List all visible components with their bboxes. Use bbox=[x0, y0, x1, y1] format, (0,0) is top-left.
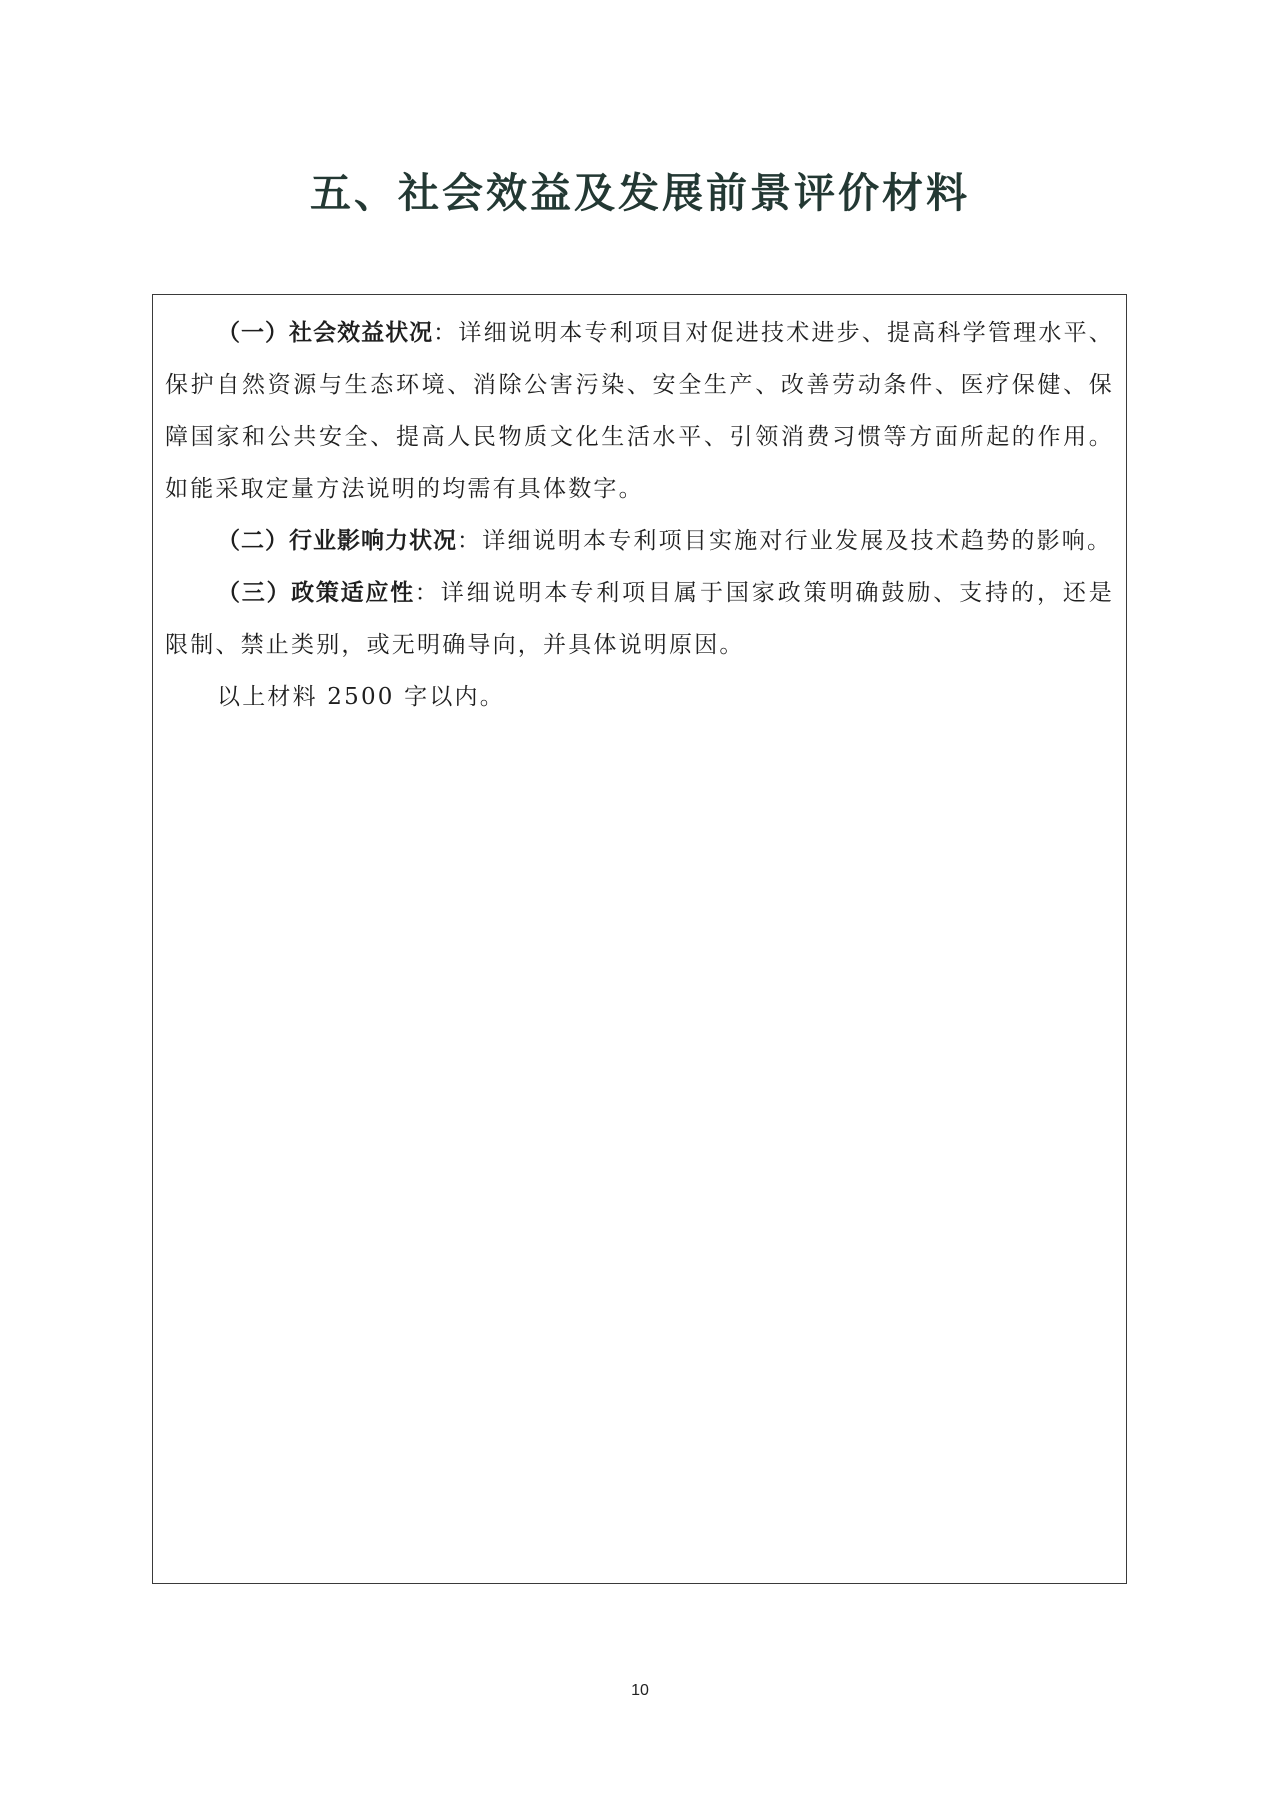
page-title: 五、社会效益及发展前景评价材料 bbox=[310, 169, 970, 217]
page-number: 10 bbox=[631, 1682, 649, 1699]
section-social-benefit-text: ：详细说明本专利项目对促进技术进步、提高科学管理水平、保护自然资源与生态环境、消除公害污染、安全生产、改善劳动条件、医疗保健、保障国家和公共安全、提高人民物质文化生活水平、引领消费习惯等方面所起的作用。如能采取定量方法说明的均需有具体数字。 bbox=[165, 320, 1114, 502]
length-note: 以上材料 2500 字以内。 bbox=[217, 684, 505, 710]
section-policy-fit-heading: （三）政策适应性 bbox=[217, 580, 415, 606]
section-policy-fit-text: ：详细说明本专利项目属于国家政策明确鼓励、支持的，还是限制、禁止类别，或无明确导向，并具体说明原因。 bbox=[165, 580, 1115, 658]
section-industry-influence-text: ：详细说明本专利项目实施对行业发展及技术趋势的影响。 bbox=[457, 528, 1113, 554]
section-social-benefit bbox=[165, 307, 1114, 515]
section-policy-fit bbox=[165, 567, 1114, 671]
section-industry-influence-heading: （二）行业影响力状况 bbox=[217, 528, 457, 554]
section-social-benefit-heading: （一）社会效益状况 bbox=[217, 320, 434, 346]
section-industry-influence bbox=[165, 515, 1114, 567]
content-box bbox=[152, 294, 1127, 1584]
